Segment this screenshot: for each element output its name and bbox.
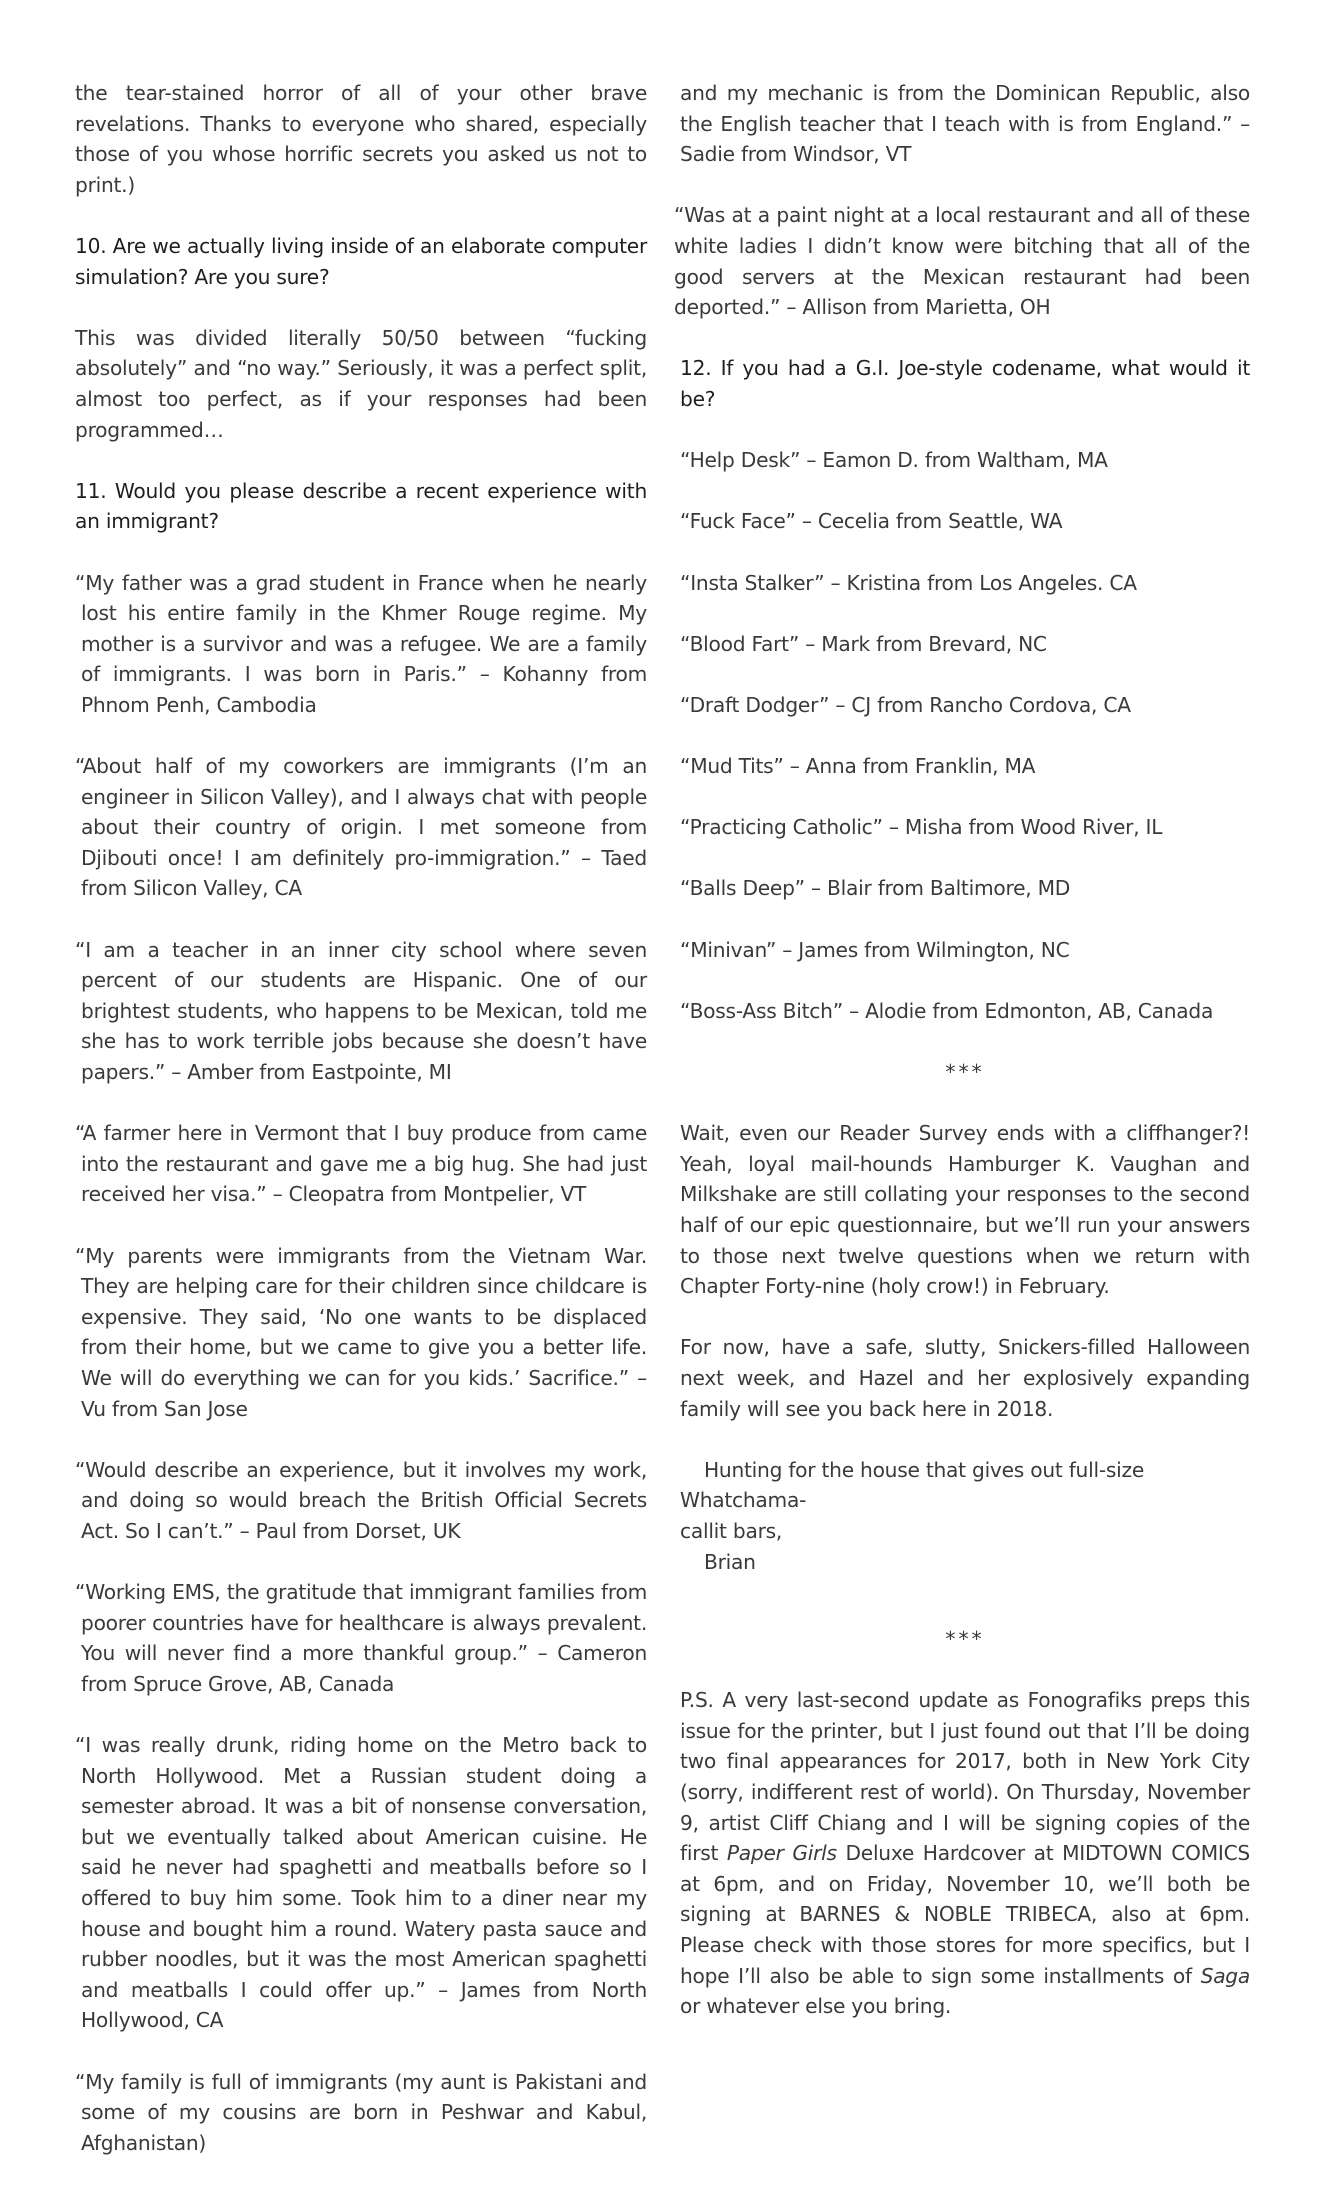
codename-item: “Practicing Catholic” – Misha from Wood River, IL [680, 815, 1163, 840]
closing-paragraph: For now, have a safe, slutty, Snickers-filled Halloween next week, and Hazel and her explosively expanding family will see you back here in 2018. [680, 1335, 1250, 1421]
answer-11-item: “My father was a grad student in France when he nearly lost his entire family in the Khmer Rouge regime. My mother is a survivor and was a refugee. We are a family of immigrants. I was born in Paris.” – Kohanny from Phnom Penh, Cambodia [75, 570, 647, 717]
codename-list [680, 445, 1250, 1026]
postscript-text: or whatever else you bring. [680, 1994, 952, 2019]
answer-11-item: “Was at a paint night at a local restaurant and all of these white ladies I didn’t know were bitching that all of the good servers at the Mexican restaurant had been deported.” – Allison from Marietta, OH [674, 203, 1250, 320]
question-10: 10. Are we actually living inside of an elaborate computer simulation? Are you sure? [75, 233, 647, 289]
codename-item: “Blood Fart” – Mark from Brevard, NC [680, 631, 1047, 656]
answer-11-item: “My parents were immigrants from the Vietnam War. They are helping care for their children since childcare is expensive. They said, ‘No one wants to be displaced from their home, but we came to give you a better life. We will do everything we can for you kids.’ Sacrifice.” – Vu from San Jose [75, 1243, 647, 1421]
codename-item: “Balls Deep” – Blair from Baltimore, MD [680, 876, 1071, 901]
intro-text: the tear-stained horror of all of your other brave revelations. Thanks to everyone who shared, especially those of you whose horrific secrets you asked us not to print.) [75, 81, 647, 197]
postscript [680, 1685, 1250, 2022]
closing-paragraph: Wait, even our Reader Survey ends with a cliffhanger?! Yeah, loyal mail-hounds Hamburger K. Vaughan and Milkshake are still collating your responses to the second half of our epic questionnaire, but we’ll run your answers to those next twelve questions when we return with Chapter Forty-nine (holy crow!) in February. [680, 1121, 1250, 1299]
section-divider: *** [945, 1627, 985, 1652]
signoff-line: callit bars, [680, 1518, 783, 1543]
answer-11-item: “About half of my coworkers are immigrants (I’m an engineer in Silicon Valley), and I always chat with people about their country of origin. I met someone from Djibouti once! I am definitely pro-immigration.” – Taed from Silicon Valley, CA [75, 754, 647, 901]
codename-item: “Boss-Ass Bitch” – Alodie from Edmonton, AB, Canada [680, 998, 1214, 1023]
answer-10: This was divided literally 50/50 between “fucking absolutely” and “no way.” Seriously, it was a perfect split, almost too perfect, as if your responses had been programmed… [75, 325, 647, 442]
codename-item: “Minivan” – James from Wilmington, NC [680, 937, 1070, 962]
book-title: Saga [1200, 1963, 1250, 1988]
codename-item: “Draft Dodger” – CJ from Rancho Cordova, CA [680, 692, 1131, 717]
codename-item: “Help Desk” – Eamon D. from Waltham, MA [680, 448, 1108, 473]
answer-11-continued: and my mechanic is from the Dominican Republic, also the English teacher that I teach with is from England.” – Sadie from Windsor, VT [680, 81, 1250, 167]
signature-block [680, 1455, 1250, 1577]
section-divider: *** [945, 1060, 985, 1084]
codename-item: “Fuck Face” – Cecelia from Seattle, WA [680, 509, 1063, 534]
right-column [674, 78, 1250, 2052]
book-title: Paper Girls [726, 1841, 837, 1866]
left-column [75, 78, 647, 2189]
question-11: 11. Would you please describe a recent experience with an immigrant? [75, 478, 647, 534]
signature-name: Brian [704, 1549, 756, 1574]
answer-11-item: “Would describe an experience, but it involves my work, and doing so would breach the British Official Secrets Act. So I can’t.” – Paul from Dorset, UK [75, 1457, 647, 1543]
codename-item: “Insta Stalker” – Kristina from Los Angeles. CA [680, 570, 1137, 595]
answer-11-item: “Working EMS, the gratitude that immigrant families from poorer countries have for healthcare is always prevalent. You will never find a more thankful group.” – Cameron from Spruce Grove, AB, Canada [75, 1580, 647, 1696]
answer-11-item: “I am a teacher in an inner city school where seven percent of our students are Hispanic. One of our brightest students, who happens to be Mexican, told me she has to work terrible jobs because she doesn’t have papers.” – Amber from Eastpointe, MI [75, 937, 647, 1084]
signoff-line: Hunting for the house that gives out full-size Whatchama- [680, 1457, 1144, 1513]
postscript-text: Deluxe Hardcover at MIDTOWN COMICS at 6pm, and on Friday, November 10, we’ll both be signing at BARNES & NOBLE TRIBECA, also at 6pm. Please check with those stores for more specifics, but I hope I’ll also be able to sign some installments of [680, 1841, 1250, 1988]
question-12: 12. If you had a G.I. Joe-style codename, what would it be? [680, 356, 1250, 411]
codename-item: “Mud Tits” – Anna from Franklin, MA [680, 754, 1036, 779]
postscript-text: P.S. A very last-second update as Fonografiks preps this issue for the printer, but I just found out that I’ll be doing two final appearances for 2017, both in New York City (sorry, indifferent rest of world). On Thursday, November 9, artist Cliff Chiang and I will be signing copies of the first [680, 1688, 1250, 1866]
answer-11-item: “I was really drunk, riding home on the Metro back to North Hollywood. Met a Russian student doing a semester abroad. It was a bit of nonsense conversation, but we eventually talked about American cuisine. He said he never had spaghetti and meatballs before so I offered to buy him some. Took him to a diner near my house and bought him a round. Watery pasta sauce and rubber noodles, but it was the most American spaghetti and meatballs I could offer up.” – James from North Hollywood, CA [75, 1733, 647, 2033]
answer-11-item: “A farmer here in Vermont that I buy produce from came into the restaurant and gave me a big hug. She had just received her visa.” – Cleopatra from Montpelier, VT [75, 1121, 647, 1207]
answer-11-item: “My family is full of immigrants (my aunt is Pakistani and some of my cousins are born in Peshwar and Kabul, Afghanistan) [75, 2069, 647, 2155]
